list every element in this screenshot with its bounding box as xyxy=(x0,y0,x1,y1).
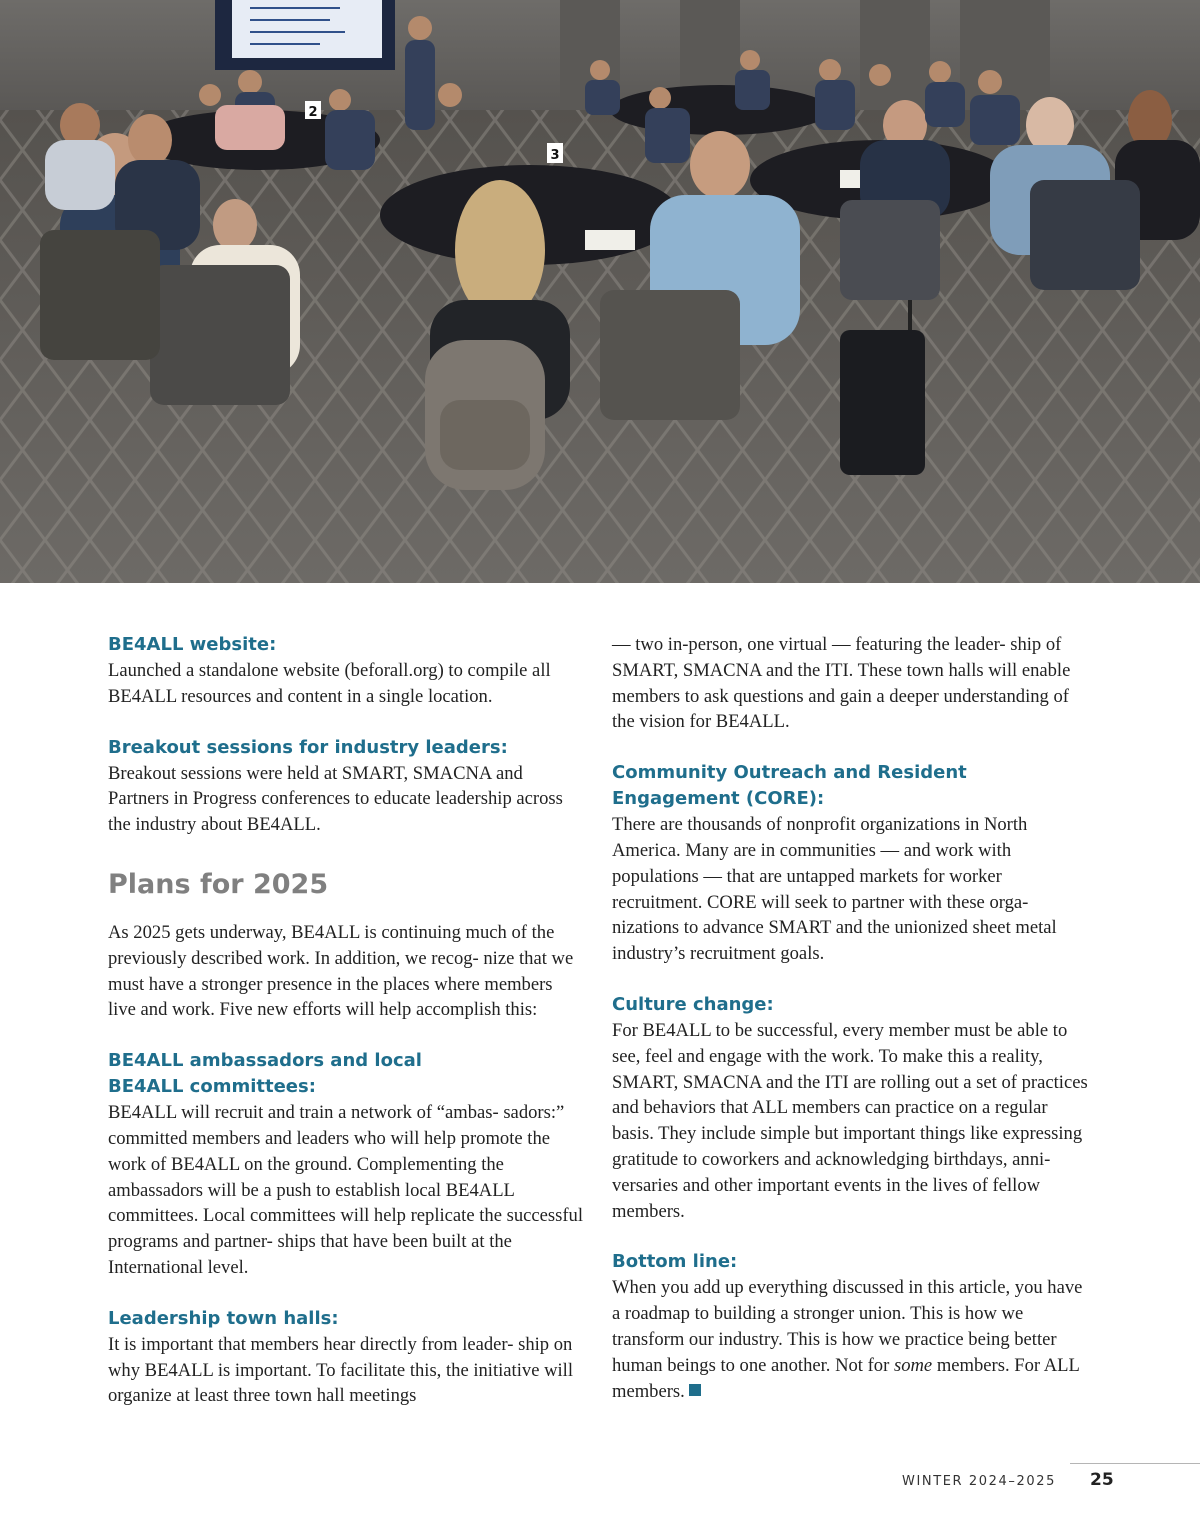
townhalls-continued: — two in-person, one virtual — featuring the leader- ship of SMART, SMACNA and the ITI. These town halls will enable members to ask questions and gain a deeper understanding of the vision for BE4ALL. xyxy=(612,634,1071,733)
right-column xyxy=(612,632,1088,1404)
bottom-line-body xyxy=(612,1275,1088,1404)
ambassadors-body: BE4ALL will recruit and train a network of “ambas- sadors:” committed members and leaders who will help promote the work of BE4ALL on the ground. Complementing the ambassadors will be a push to establish local BE4ALL committees. Local committees will help replicate the successful programs and partner- ships that have been built at the International level. xyxy=(108,1102,584,1278)
conference-photo xyxy=(0,0,1200,583)
bottom-line-italic: some xyxy=(893,1354,933,1376)
culture-body: For BE4ALL to be successful, every member must be able to see, feel and engage with the work. To make this a reality, SMART, SMACNA and the ITI are rolling out a set of practices and behaviors that ALL members can practice on a regular basis. They include simple but important things like expressing gratitude to coworkers and acknowledging birthdays, anni- versaries and other important events in the lives of fellow members. xyxy=(612,1019,1088,1222)
website-heading: BE4ALL website: xyxy=(108,634,277,655)
bottom-line-text-1: When you add up everything discussed in this article, you have a roadmap to building a stronger union. This is how we transform our industry. This is how we practice being better human beings to one another. Not for xyxy=(612,1277,1083,1376)
ambassadors-heading: BE4ALL ambassadors and local BE4ALL committees: xyxy=(108,1050,422,1098)
townhalls-heading: Leadership town halls: xyxy=(108,1307,339,1329)
plans-heading: Plans for 2025 xyxy=(108,868,329,900)
table-number-3: 3 xyxy=(550,148,560,163)
culture-heading: Culture change: xyxy=(612,993,774,1015)
end-mark-icon xyxy=(689,1384,701,1396)
website-body: Launched a standalone website (beforall.org) to compile all BE4ALL resources and content in a single location. xyxy=(108,660,551,707)
bottom-line-heading: Bottom line: xyxy=(612,1251,738,1273)
table-number-2: 2 xyxy=(308,105,318,120)
core-body: There are thousands of nonprofit organizations in North America. Many are in communities — and work with populations — that are untapped markets for worker recruitment. CORE will seek to partner with these orga- nizations to advance SMART and the unionized sheet metal industry’s recruitment goals. xyxy=(612,814,1057,965)
left-column xyxy=(108,632,584,1409)
footer-rule xyxy=(1070,1463,1200,1464)
breakout-heading: Breakout sessions for industry leaders: xyxy=(108,736,508,758)
page-number: 25 xyxy=(1090,1470,1114,1490)
core-heading: Community Outreach and Resident Engagement (CORE): xyxy=(612,762,967,810)
breakout-body: Breakout sessions were held at SMART, SMACNA and Partners in Progress conferences to educate leadership across the industry about BE4ALL. xyxy=(108,762,563,836)
townhalls-body: It is important that members hear directly from leader- ship on why BE4ALL is important. To facilitate this, the initiative will organize at least three town hall meetings xyxy=(108,1333,574,1407)
plans-body: As 2025 gets underway, BE4ALL is continuing much of the previously described work. In addition, we recog- nize that we must have a stronger presence in the places where members live and work. Five new efforts will help accomplish this: xyxy=(108,921,574,1021)
issue-label: WINTER 2024–2025 xyxy=(901,1474,1056,1489)
bottom-line-text-2: members. For ALL members. xyxy=(612,1354,1080,1402)
